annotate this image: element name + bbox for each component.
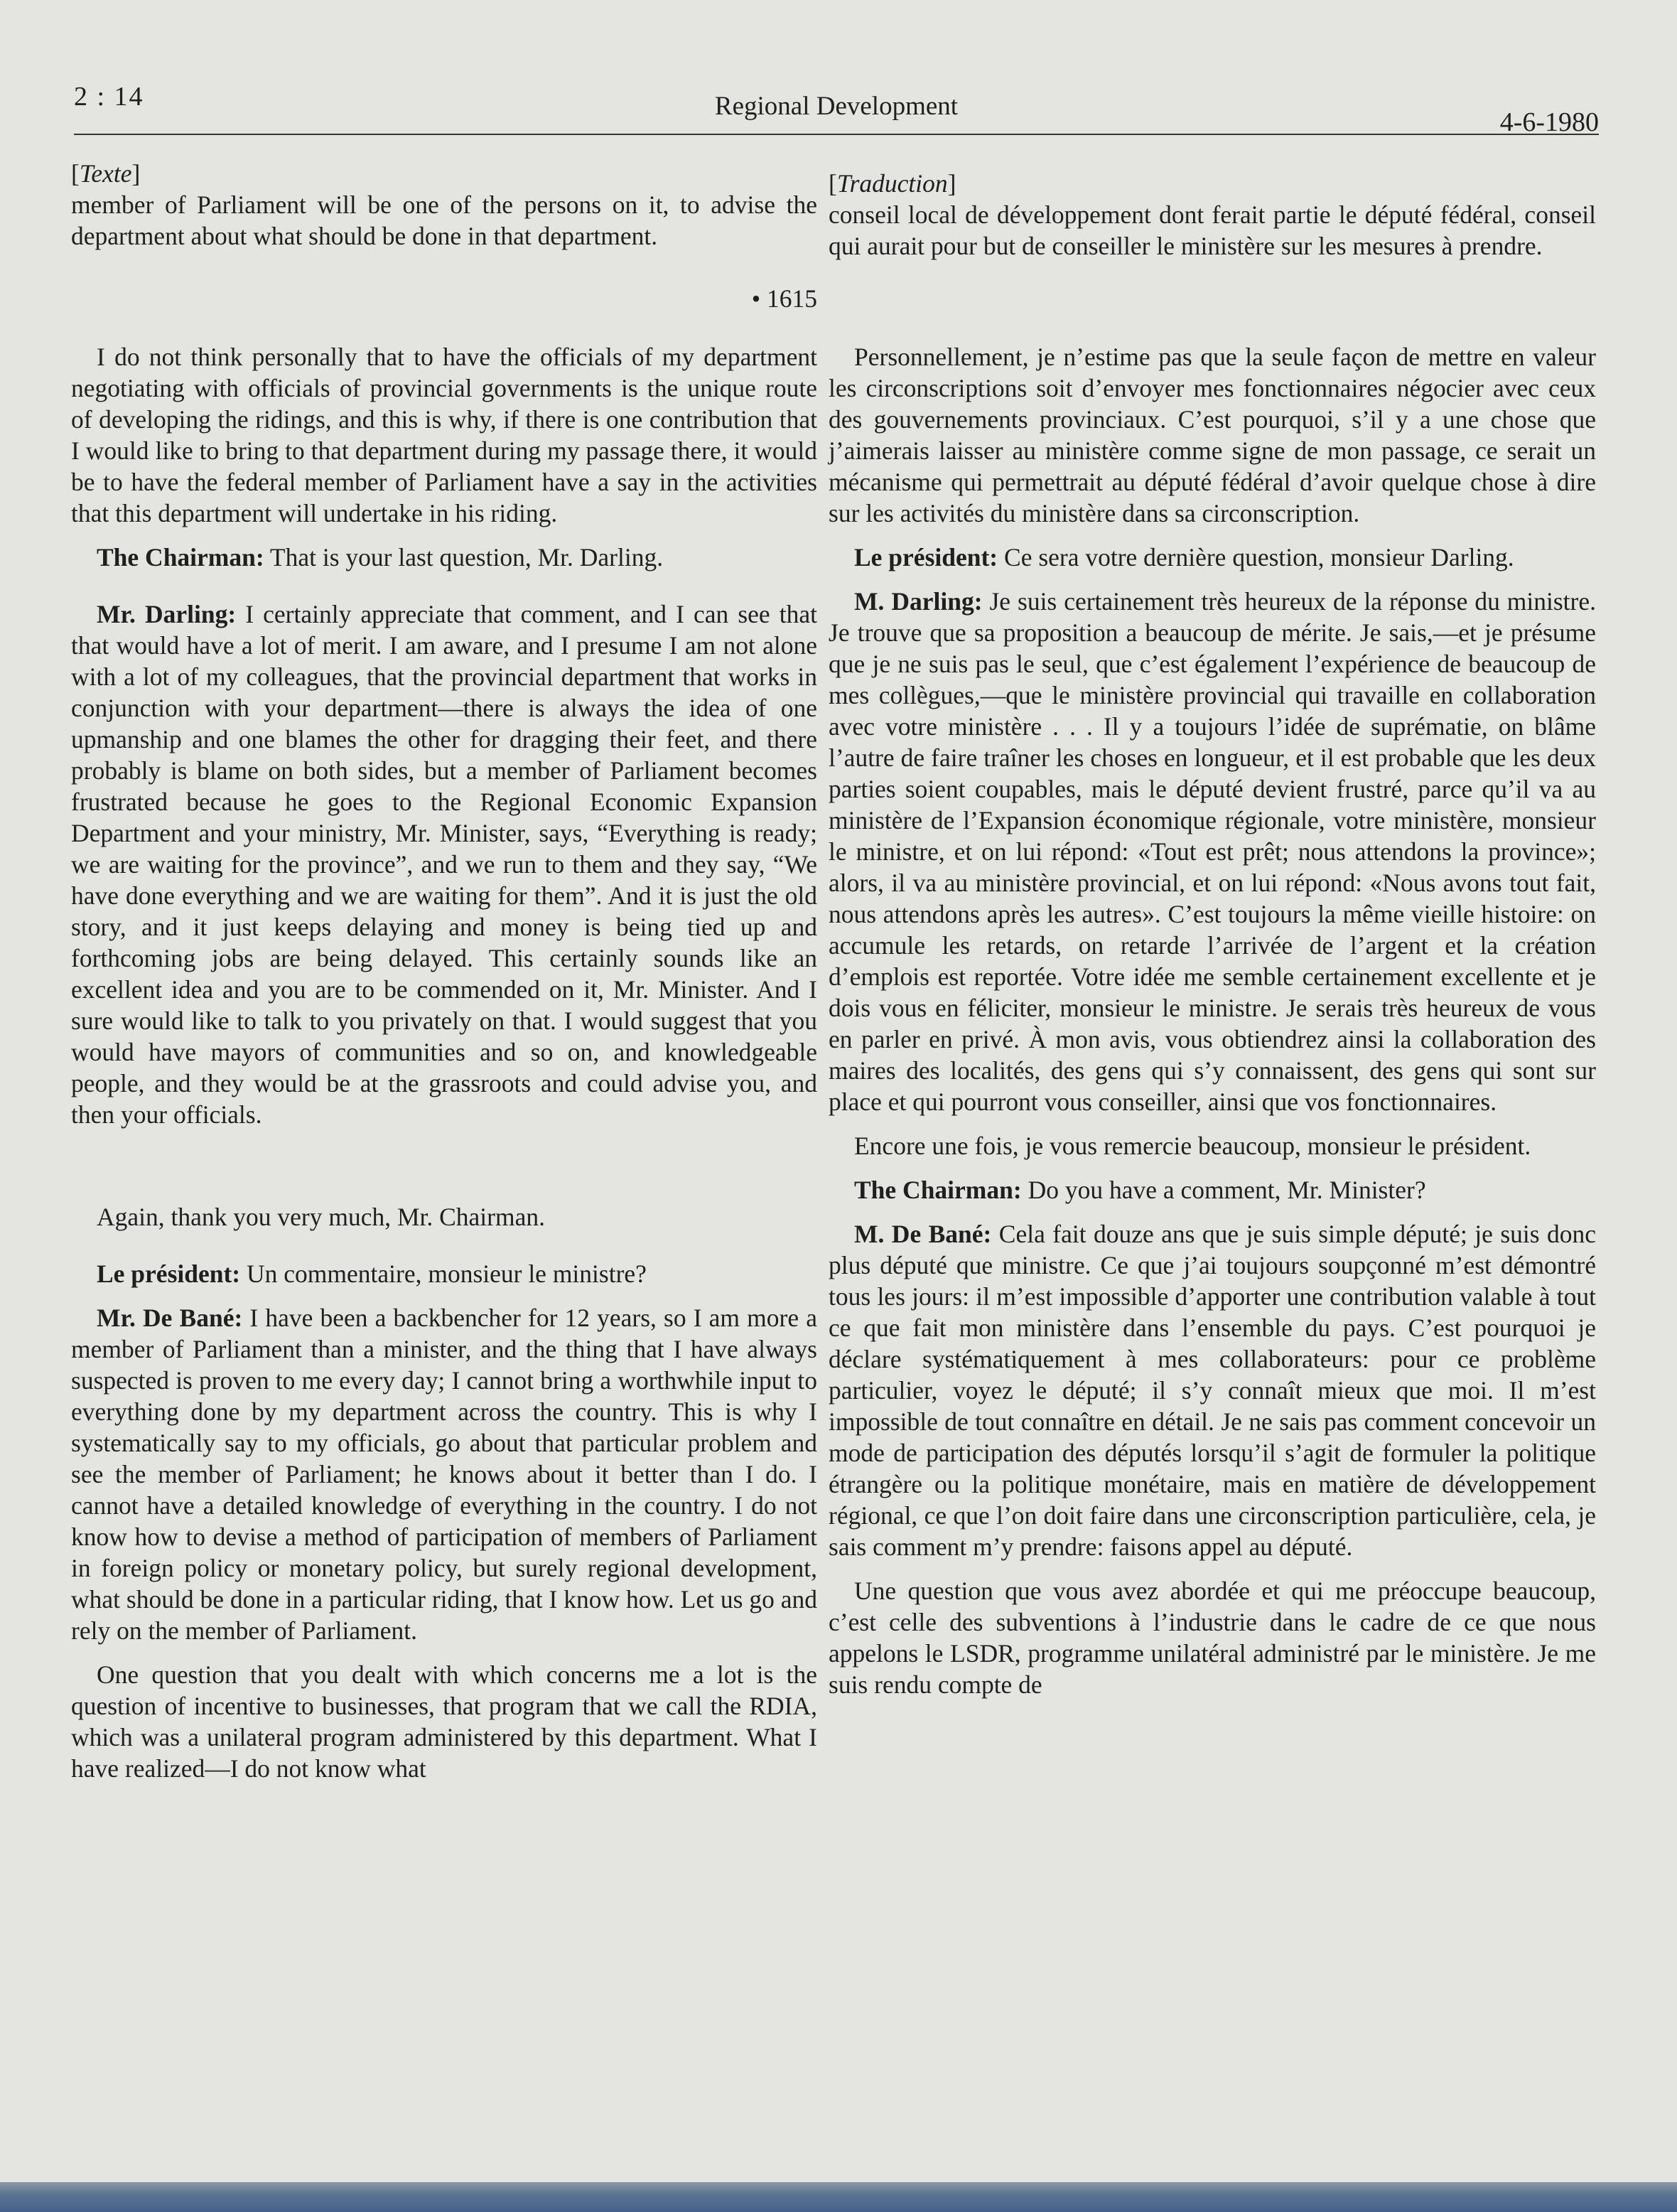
- column-label: [Traduction]: [829, 169, 956, 198]
- paragraph: conseil local de développement dont ferait partie le député fédéral, conseil qui aurait pour but de conseiller le ministère sur les mesures à prendre.: [829, 200, 1596, 260]
- paragraph: Again, thank you very much, Mr. Chairman.: [97, 1203, 545, 1231]
- paragraph: One question that you dealt with which concerns me a lot is the question of incentive to businesses, that program that we call the RDIA, which was a unilateral program administered by this department. What I have realized—I do not know what: [71, 1660, 817, 1783]
- speech-paragraph: Le président: Un commentaire, monsieur le ministre?: [97, 1260, 647, 1288]
- speech-paragraph: The Chairman: That is your last question, Mr. Darling.: [97, 543, 664, 571]
- speaker-name: Le président:: [854, 543, 998, 571]
- header-rule: [74, 134, 1599, 135]
- page-header: [74, 77, 1599, 141]
- running-title: Regional Development: [714, 92, 959, 121]
- speech-paragraph: The Chairman: Do you have a comment, Mr. Minister?: [854, 1176, 1426, 1204]
- speaker-name: Le président:: [97, 1260, 241, 1288]
- speech-paragraph: Mr. Darling: I certainly appreciate that comment, and I can see that that would have a lot of merit. I am aware, and I presume I am not alone with a lot of my colleagues, that the provincial department that works in conjunction with your department—there is always the idea of one upmanship and one blames the other for dragging their feet, and there probably is blame on both sides, but a member of Parliament becomes frustrated because he goes to the Regional Economic Expansion Department and your ministry, Mr. Minister, says, “Everything is ready; we are waiting for the province”, and we run to them and they say, “We have done everything and we are waiting for them”. And it is just the old story, and it just keeps delaying and money is being tied up and forthcoming jobs are being delayed. This certainly sounds like an excellent idea and you are to be commended on it, Mr. Minister. And I sure would like to talk to you privately on that. I would suggest that you would have mayors of communities and so on, and knowledgeable people, and they would be at the grassroots and could advise you, and then your officials.: [71, 600, 817, 1129]
- book-binding-edge: [0, 2182, 1677, 2212]
- speaker-name: Mr. De Bané:: [97, 1304, 243, 1332]
- column-label: [Texte]: [71, 159, 141, 188]
- paragraph: Personnellement, je n’estime pas que la seule façon de mettre en valeur les circonscriptions soit d’envoyer mes fonctionnaires négocier avec ceux des gouvernements provinciaux. C’est pourquoi, s’il y a une chose que j’aimerais laisser au ministère comme signe de mon passage, ce serait un mécanisme qui permettrait au député fédéral d’avoir quelque chose à dire sur les activités du ministère dans sa circonscription.: [829, 343, 1596, 527]
- english-column: [71, 158, 817, 1784]
- speech-paragraph: M. Darling: Je suis certainement très heureux de la réponse du ministre. Je trouve que sa proposition a beaucoup de mérite. Je sais,—et je présume que je ne suis pas le seul, que c’est également l’expérience de beaucoup de mes collègues,—que le ministère provincial qui travaille en collaboration avec votre ministère . . . Il y a toujours l’idée de suprématie, on blâme l’autre de faire traîner les choses en longueur, et il est probable que les deux parties soient coupables, mais le député devient frustré, parce qu’il va au ministère de l’Expansion économique régionale, votre ministère, monsieur le ministre, et on lui répond: «Tout est prêt; nous attendons la province»; alors, il va au ministère provincial, et on lui répond: «Nous avons tout fait, nous attendons après les autres». C’est toujours la même vieille histoire: on accumule les retards, on retarde l’arrivée de l’argent et la création d’emplois est reportée. Votre idée me semble certainement excellente et je dois vous en féliciter, monsieur le ministre. Je serais très heureux de vous en parler en privé. À mon avis, vous obtiendrez ainsi la collaboration des maires des localités, des gens qui s’y connaissent, des gens qui sont sur place et qui pourront vous conseiller, ainsi que vos fonctionnaires.: [829, 587, 1596, 1116]
- paragraph: I do not think personally that to have the officials of my department negotiating with officials of provincial governments is the unique route of developing the ridings, and this is why, if there is one contribution that I would like to bring to that department during my passage there, it would be to have the federal member of Parliament have a say in the activities that this department will undertake in his riding.: [71, 343, 817, 527]
- speaker-name: Mr. Darling:: [97, 600, 237, 628]
- speech-paragraph: Le président: Ce sera votre dernière question, monsieur Darling.: [854, 543, 1514, 571]
- speech-paragraph: M. De Bané: Cela fait douze ans que je suis simple député; je suis donc plus député que ministre. Ce que j’ai toujours soupçonné m’est démontré tous les jours: il m’est impossible d’apporter une contribution valable à tout ce que fait mon ministère dans l’ensemble du pays. C’est pourquoi je déclare systématiquement à mes collaborateurs: pour ce problème particulier, voyez le député; il s’y connaît mieux que moi. Il m’est impossible de tout connaître en détail. Je ne sais pas comment concevoir un mode de participation des députés lorsqu’il s’agit de formuler la politique étrangère ou la politique monétaire, mais en matière de développement régional, ce que l’on doit faire dans une circonscription particulière, cela, je sais comment m’y prendre: faisons appel au député.: [829, 1220, 1596, 1561]
- speaker-name: M. De Bané:: [854, 1220, 992, 1248]
- speaker-name: The Chairman:: [97, 543, 264, 571]
- paragraph: Encore une fois, je vous remercie beaucoup, monsieur le président.: [854, 1132, 1531, 1160]
- paragraph: Une question que vous avez abordée et qui me préoccupe beaucoup, c’est celle des subventions à l’industrie dans le cadre de ce que nous appelons le LSDR, programme unilatéral administré par le ministère. Je me suis rendu compte de: [829, 1577, 1596, 1699]
- page-number: 2 : 14: [74, 82, 144, 112]
- speaker-name: M. Darling:: [854, 587, 983, 616]
- speech-paragraph: Mr. De Bané: I have been a backbencher for 12 years, so I am more a member of Parliament than a minister, and the thing that I have always suspected is proven to me every day; I cannot bring a worthwhile input to everything done by my department across the country. This is why I systematically say to my officials, go about that particular problem and see the member of Parliament; he knows about it better than I do. I cannot have a detailed knowledge of everything in the country. I do not know how to devise a method of participation of members of Parliament in foreign policy or monetary policy, but surely regional development, what should be done in a particular riding, that I know how. Let us go and rely on the member of Parliament.: [71, 1304, 817, 1645]
- time-marker: • 1615: [751, 284, 817, 313]
- french-column: [829, 168, 1596, 1700]
- paragraph: member of Parliament will be one of the persons on it, to advise the department about what should be done in that department.: [71, 190, 817, 250]
- page-date: 4-6-1980: [1499, 107, 1599, 137]
- speaker-name: The Chairman:: [854, 1176, 1022, 1204]
